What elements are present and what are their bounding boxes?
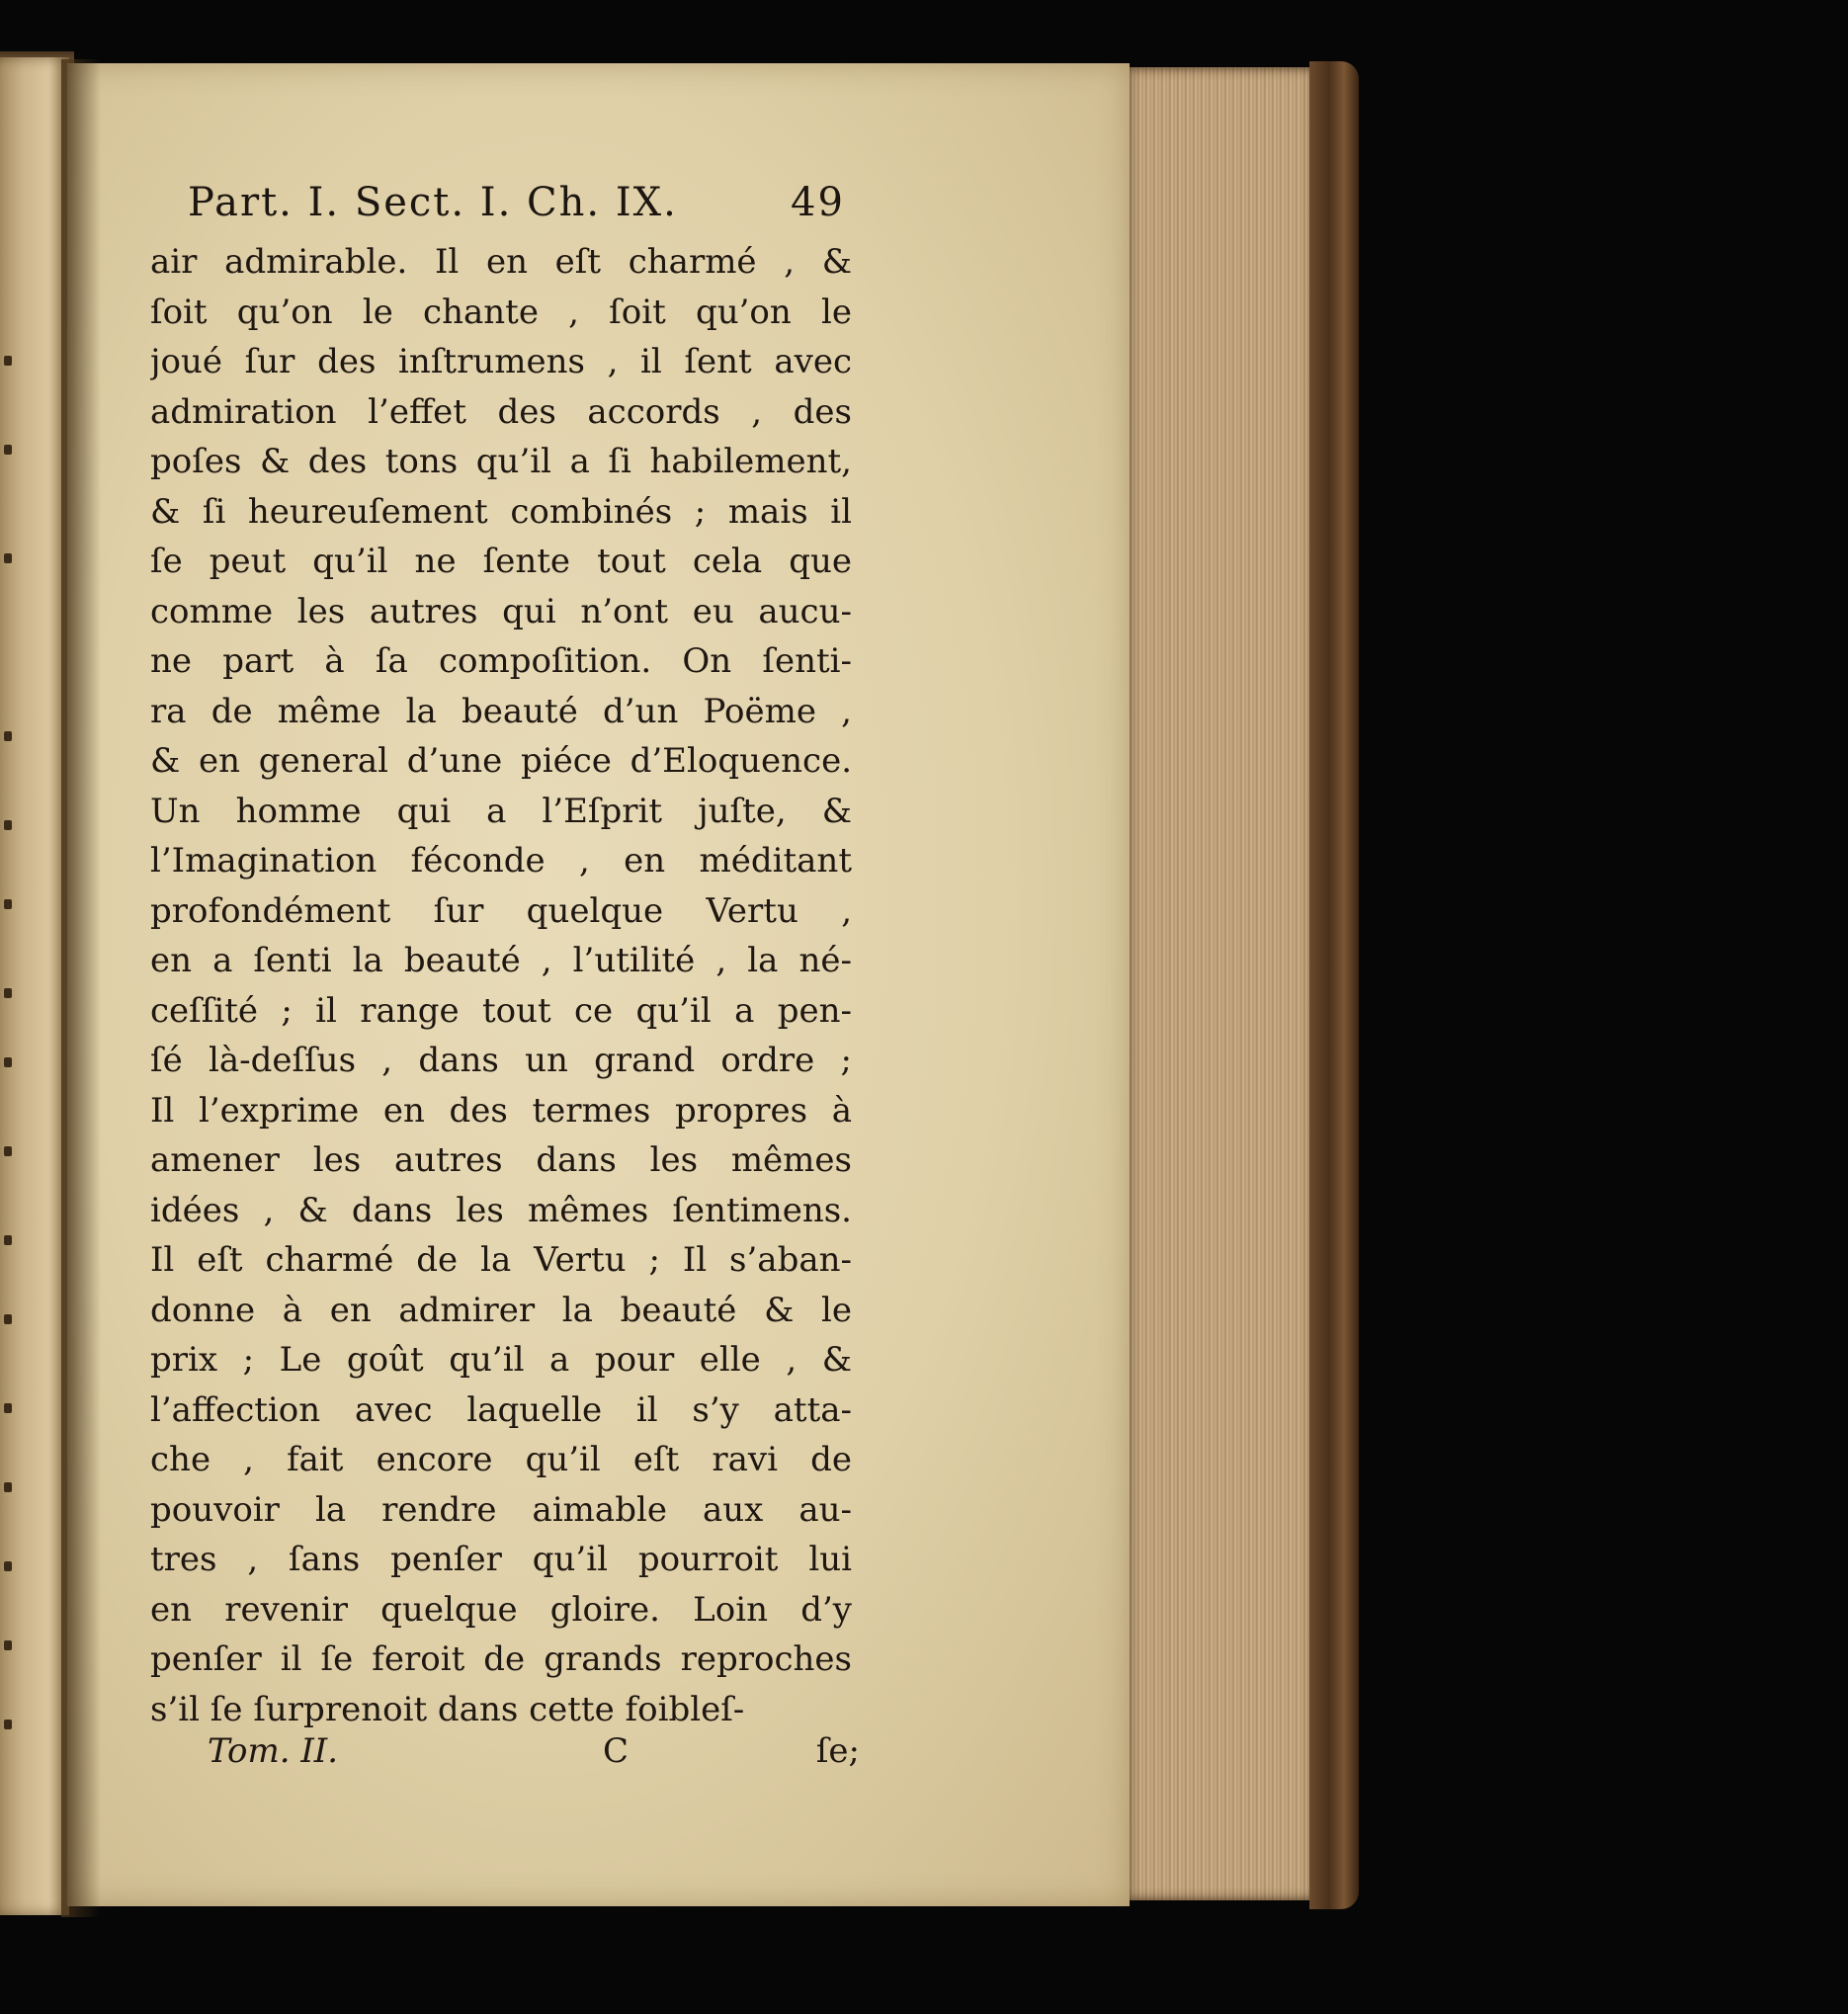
text-line: joué ſur des inſtrumens , il ſent avec [150,342,852,381]
text-line: s’il ſe ſurprenoit dans cette foibleſ- [150,1689,745,1729]
previous-page-ink-mark [4,1561,12,1571]
running-head-title: Part. I. Sect. I. Ch. IX. [188,180,678,225]
text-line: poſes & des tons qu’il a ſi habilement, [150,442,852,481]
previous-page-ink-mark [4,820,12,830]
previous-page-ink-mark [4,1403,12,1413]
previous-page-ink-mark [4,1057,12,1067]
body-text [150,237,852,1734]
page-block-fore-edge [1127,67,1319,1900]
back-cover-edge [1309,61,1359,1909]
text-line: l’affection avec laquelle il s’y atta- [150,1389,852,1430]
previous-page-ink-mark [4,1720,12,1729]
text-line: en a ſenti la beauté , l’utilité , la né- [150,941,852,980]
text-line: ſe peut qu’il ne ſente tout cela que [150,542,852,581]
gutter-shadow [61,59,101,1917]
previous-page-ink-mark [4,988,12,998]
text-line: Il eſt charmé de la Vertu ; Il s’aban- [150,1240,852,1280]
text-line: profondément ſur quelque Vertu , [150,890,852,931]
text-line: air admirable. Il en eſt charmé , & [150,242,852,282]
text-line: amener les autres dans les mêmes [150,1140,852,1180]
running-head [188,180,860,229]
text-line: ſé là-deſſus , dans un grand ordre ; [150,1041,852,1080]
text-line: ne part à ſa compoſition. On ſenti- [150,641,852,681]
text-line: & ſi heureuſement combinés ; mais il [150,491,852,532]
previous-page-ink-mark [4,899,12,909]
text-line: Un homme qui a l’Eſprit juſte, & [150,791,852,831]
text-line: l’Imagination féconde , en méditant [150,841,852,881]
text-line: che , fait encore qu’il eſt ravi de [150,1440,852,1479]
previous-page-ink-mark [4,731,12,741]
text-line: Il l’exprime en des termes propres à [150,1090,852,1131]
previous-page-ink-mark [4,1235,12,1245]
text-line: donne à en admirer la beauté & le [150,1290,852,1330]
text-line: en revenir quelque gloire. Loin d’y [150,1589,852,1630]
previous-page-ink-mark [4,1640,12,1650]
text-line: comme les autres qui n’ont eu aucu- [150,591,852,631]
previous-page-edge [0,57,69,1915]
text-line: prix ; Le goût qu’il a pour elle , & [150,1340,852,1380]
previous-page-ink-mark [4,1146,12,1156]
text-line: ſoit qu’on le chante , ſoit qu’on le [150,292,852,332]
text-line: tres , ſans penſer qu’il pourroit lui [150,1540,852,1579]
previous-page-ink-mark [4,1482,12,1492]
text-line: pouvoir la rendre aimable aux au- [150,1489,852,1530]
text-line: ra de même la beauté d’un Poëme , [150,691,852,731]
previous-page-ink-mark [4,1314,12,1324]
previous-page-ink-mark [4,356,12,366]
footer-volume: Tom. II. [208,1731,339,1771]
text-line: idées , & dans les mêmes ſentimens. [150,1190,852,1230]
text-line: ceſſité ; il range tout ce qu’il a pen- [150,990,852,1031]
text-line: penſer il ſe feroit de grands reproches [150,1639,852,1679]
previous-page-ink-mark [4,553,12,563]
text-line: & en general d’une piéce d’Eloquence. [150,741,852,781]
text-line: admiration l’effet des accords , des [150,391,852,432]
page-footer [208,1731,860,1781]
signature-mark: C [603,1731,630,1771]
catchword: ſe; [815,1731,860,1771]
page-number: 49 [791,180,845,225]
previous-page-ink-mark [4,445,12,455]
